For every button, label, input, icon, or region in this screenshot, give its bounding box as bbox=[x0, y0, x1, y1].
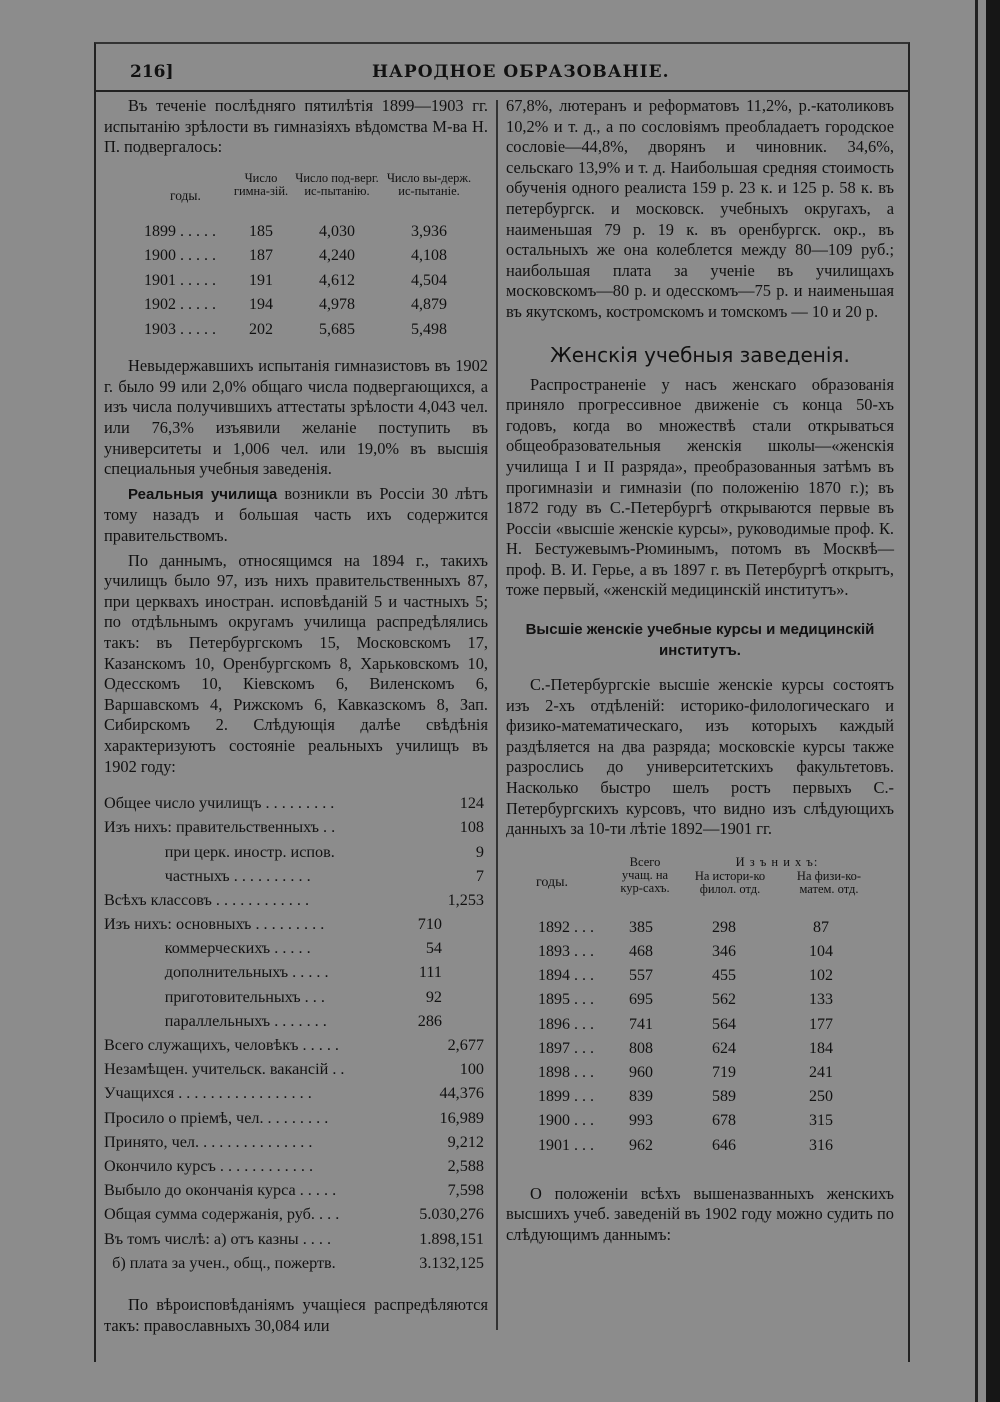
stats-row bbox=[104, 840, 488, 864]
table-row bbox=[506, 1134, 894, 1158]
subsection-title: Высшіе женскіе учебные курсы и медицинскій институтъ. bbox=[525, 621, 875, 660]
history-philology-cell: 298 bbox=[712, 918, 736, 936]
total-cell: 993 bbox=[629, 1112, 653, 1130]
stats-row bbox=[104, 1106, 488, 1130]
stats-row bbox=[104, 1057, 488, 1081]
real-schools-text: возникли въ Россіи 30 лѣтъ тому назадъ и большая часть ихъ содержится правительствомъ. bbox=[104, 483, 489, 546]
header-years: годы. bbox=[170, 187, 201, 203]
continuation-paragraph: 67,8%, лютеранъ и реформатовъ 11,2%, р.-католиковъ 10,2% и т. д., а по сословіямъ преобладаетъ городское сословіе—44,8%, дворянъ и чиновник. 34,6%, сельскаго 13,9% и т. д. Наибольшая средняя стоимость обученія одного реалиста 159 р. 23 к. и 125 р. 58 к. въ петербургск. и московск. учебныхъ округахъ, а наименьшая 79 р. 19 к. въ оренбургск. окр., въ остальныхъ же она колеблется между 80—109 руб.; наибольшая плата за ученіе въ училищахъ московскомъ—80 р. и одесскомъ—75 р. и наименьшая въ якутскомъ, костромскомъ и томскомъ — 10 и 20 р. bbox=[506, 96, 894, 321]
total-cell: 385 bbox=[629, 918, 653, 936]
year-cell: 1895 . . . bbox=[538, 991, 594, 1009]
gymnasium-exam-table bbox=[104, 172, 488, 343]
stats-label: Изъ нихъ: правительственныхъ . . bbox=[104, 818, 336, 837]
physics-math-cell: 133 bbox=[809, 991, 833, 1009]
stats-value: 5.030,276 bbox=[419, 1205, 484, 1224]
history-philology-cell: 719 bbox=[712, 1063, 736, 1081]
table-row bbox=[506, 940, 894, 964]
stats-value: 9,212 bbox=[447, 1132, 484, 1151]
table-body bbox=[104, 220, 488, 343]
intro-paragraph: Въ теченіе послѣдняго пятилѣтія 1899—1903 гг. испытанію зрѣлости въ гимназіяхъ вѣдомства М-ва Н. П. подвергалось: bbox=[104, 96, 488, 157]
physics-math-cell: 315 bbox=[809, 1112, 833, 1130]
table-header bbox=[104, 172, 488, 220]
stats-label: Незамѣщен. учительск. вакансій . . bbox=[104, 1060, 345, 1079]
stats-value: 2,677 bbox=[447, 1036, 484, 1055]
year-cell: 1899 . . . . . bbox=[144, 222, 216, 240]
stats-subvalue: 710 bbox=[417, 915, 442, 934]
stats-value: 108 bbox=[459, 818, 484, 837]
stats-row bbox=[104, 985, 488, 1009]
stats-value: 2,588 bbox=[447, 1156, 484, 1175]
stats-row bbox=[104, 815, 488, 839]
passed-cell: 5,498 bbox=[411, 320, 447, 338]
table-row bbox=[506, 1013, 894, 1037]
stats-row bbox=[104, 936, 488, 960]
passed-cell: 4,879 bbox=[411, 296, 447, 314]
examined-cell: 4,030 bbox=[319, 222, 355, 240]
stats-label: Учащихся . . . . . . . . . . . . . . . . . bbox=[104, 1084, 312, 1103]
right-column bbox=[506, 96, 894, 1245]
stats-row bbox=[104, 912, 488, 936]
stats-label: Просило о пріемѣ, чел. . . . . . . . . bbox=[104, 1108, 329, 1127]
table-row bbox=[506, 1037, 894, 1061]
header-years: годы. bbox=[536, 874, 569, 890]
stats-label: Принято, чел. . . . . . . . . . . . . . . bbox=[104, 1132, 313, 1151]
physics-math-cell: 250 bbox=[809, 1088, 833, 1106]
year-cell: 1901 . . . . . bbox=[144, 271, 216, 289]
stats-label: б) плата за учен., общ., пожертв. bbox=[104, 1253, 336, 1272]
stats-value: 1.898,151 bbox=[419, 1229, 484, 1248]
stats-label: при церк. иностр. испов. bbox=[104, 842, 335, 861]
physics-math-cell: 87 bbox=[813, 918, 829, 936]
column-divider bbox=[496, 100, 498, 1330]
physics-math-cell: 184 bbox=[809, 1039, 833, 1057]
stats-row bbox=[104, 1227, 488, 1251]
stats-row bbox=[104, 864, 488, 888]
women-education-paragraph: Распространеніе у насъ женскаго образованія приняло прогрессивное движеніе съ конца 50-хъ годовъ, когда во множествѣ стали открываться общеобразовательныя женскія школы—«женскія училища I и II разряда», преобразованныя затѣмъ въ прогимназіи и гимназіи (по положенію 1870 г.); въ 1872 году въ С.-Петербургѣ открываются первые въ Россіи «высшіе женскіе курсы», руководимые проф. К. Н. Бестужевымъ-Рюминымъ, потомъ въ Москвѣ—проф. В. И. Герье, а въ 1897 г. въ Петербургѣ открытъ, тоже первый, «женскій медицинскій институтъ». bbox=[506, 374, 894, 600]
header-rule bbox=[96, 90, 908, 92]
table-row bbox=[506, 988, 894, 1012]
examined-cell: 5,685 bbox=[319, 320, 355, 338]
stats-label: приготовительныхъ . . . bbox=[104, 987, 325, 1006]
stats-label: Выбыло до окончанія курса . . . . . bbox=[104, 1181, 337, 1200]
stats-label: дополнительныхъ . . . . . bbox=[104, 963, 329, 982]
history-philology-cell: 624 bbox=[712, 1039, 736, 1057]
total-cell: 808 bbox=[629, 1039, 653, 1057]
stats-subvalue: 54 bbox=[425, 939, 442, 958]
stats-row bbox=[104, 960, 488, 984]
stats-label: коммерческихъ . . . . . bbox=[104, 939, 311, 958]
examined-cell: 4,240 bbox=[319, 247, 355, 265]
physics-math-cell: 241 bbox=[809, 1063, 833, 1081]
stats-label: параллельныхъ . . . . . . . bbox=[104, 1011, 327, 1030]
schools-distribution-paragraph: По даннымъ, относящимся на 1894 г., такихъ училищъ было 97, изъ нихъ правительственныхъ 87, при церквахъ иностран. исповѣданій 5 и частныхъ 5; по отдѣльнымъ округамъ училища распредѣлялись такъ: въ Петербургскомъ 15, Московскомъ 17, Казанскомъ 10, Оренбургскомъ 8, Харьковскомъ 10, Одесскомъ 10, Кіевскомъ 6, Виленскомъ 6, Варшавскомъ 4, Рижскомъ 6, Кавказскомъ 8, Зап. Сибирскомъ 2. Слѣдующія далѣе свѣдѣнія характеризуютъ состояніе реальныхъ училищъ въ 1902 году: bbox=[104, 550, 488, 776]
table-row bbox=[506, 1109, 894, 1133]
header-gymnasia: Число гимна-зій. bbox=[233, 170, 289, 198]
stats-subvalue: 111 bbox=[418, 963, 442, 982]
total-cell: 839 bbox=[629, 1088, 653, 1106]
real-schools-stats bbox=[104, 791, 488, 1275]
year-cell: 1897 . . . bbox=[538, 1039, 594, 1057]
page-number: 216] bbox=[130, 62, 174, 82]
table-row bbox=[506, 1061, 894, 1085]
left-column bbox=[104, 96, 488, 1336]
stats-value: 9 bbox=[475, 842, 484, 861]
religion-paragraph: По вѣроисповѣданіямъ учащіеся распредѣляются такъ: православныхъ 30,084 или bbox=[104, 1294, 488, 1335]
total-cell: 741 bbox=[629, 1015, 653, 1033]
stats-row bbox=[104, 1033, 488, 1057]
courses-paragraph: С.-Петербургскіе высшіе женскіе курсы состоятъ изъ 2-хъ отдѣленій: историко-филологическаго и физико-математическаго, изъ которыхъ каждый раздѣляется на два разряда; московскіе курсы также разрослись до университетскихъ факультетовъ. Насколько быстро шелъ ростъ первыхъ С.-Петербургскихъ курсовъ, что видно изъ слѣдующихъ данныхъ за 10-ти лѣтіе 1892—1901 гг. bbox=[506, 675, 894, 839]
failed-exam-paragraph: Невыдержавшихъ испытанія гимназистовъ въ 1902 г. было 99 или 2,0% общаго числа подвергающихся, а изъ числа получившихъ аттестаты зрѣлости 4,043 чел. или 76,3% изъявили желаніе поступить въ университеты и 1,006 чел. или 19,0% въ высшія специальныя учебныя заведенія. bbox=[104, 356, 488, 479]
header-passed: Число вы-держ. ис-пытаніе. bbox=[386, 170, 472, 198]
stats-row bbox=[104, 791, 488, 815]
stats-row bbox=[104, 1178, 488, 1202]
section-title: Женскія учебныя заведенія. bbox=[550, 342, 850, 367]
physics-math-cell: 104 bbox=[809, 943, 833, 960]
total-cell: 962 bbox=[629, 1136, 653, 1154]
passed-cell: 3,936 bbox=[411, 222, 447, 240]
history-philology-cell: 455 bbox=[712, 967, 736, 985]
stats-label: частныхъ . . . . . . . . . . bbox=[104, 866, 311, 885]
header-of-them: И з ъ н и х ъ: bbox=[735, 854, 819, 869]
stats-subvalue: 286 bbox=[417, 1011, 442, 1030]
table-row bbox=[506, 1085, 894, 1109]
stats-value: 7,598 bbox=[447, 1181, 484, 1200]
physics-math-cell: 316 bbox=[809, 1136, 833, 1154]
history-philology-cell: 564 bbox=[712, 1015, 736, 1033]
year-cell: 1896 . . . bbox=[538, 1015, 594, 1033]
stats-value: 124 bbox=[459, 794, 484, 813]
year-cell: 1900 . . . . . bbox=[144, 247, 216, 265]
year-cell: 1893 . . . bbox=[538, 943, 594, 960]
gymnasia-cell: 185 bbox=[249, 222, 273, 240]
history-philology-cell: 589 bbox=[712, 1088, 736, 1106]
real-schools-term: Реальныя училища bbox=[128, 485, 278, 503]
stats-label: Общее число училищъ . . . . . . . . . bbox=[104, 794, 335, 813]
table-row bbox=[104, 220, 488, 245]
stats-label: Въ томъ числѣ: а) отъ казны . . . . bbox=[104, 1229, 332, 1248]
physics-math-cell: 177 bbox=[809, 1015, 833, 1033]
stats-label: Всѣхъ классовъ . . . . . . . . . . . . bbox=[104, 890, 309, 909]
stats-row bbox=[104, 1130, 488, 1154]
stats-value: 3.132,125 bbox=[419, 1253, 484, 1272]
year-cell: 1902 . . . . . bbox=[144, 296, 216, 314]
total-cell: 695 bbox=[629, 991, 653, 1009]
year-cell: 1898 . . . bbox=[538, 1063, 594, 1081]
table-row bbox=[104, 318, 488, 343]
history-philology-cell: 678 bbox=[712, 1112, 736, 1130]
gymnasia-cell: 194 bbox=[249, 296, 273, 314]
scan-edge-line bbox=[975, 0, 978, 1402]
running-title: НАРОДНОЕ ОБРАЗОВАНІЕ. bbox=[372, 62, 670, 82]
year-cell: 1894 . . . bbox=[538, 967, 594, 985]
table-body bbox=[506, 916, 894, 1158]
year-cell: 1901 . . . bbox=[538, 1136, 594, 1154]
gymnasia-cell: 191 bbox=[249, 271, 273, 289]
total-cell: 960 bbox=[629, 1063, 653, 1081]
table-header bbox=[506, 854, 894, 916]
stats-value: 16,989 bbox=[439, 1108, 484, 1127]
history-philology-cell: 346 bbox=[712, 943, 736, 960]
page-header bbox=[96, 58, 908, 88]
stats-subvalue: 92 bbox=[425, 987, 442, 1006]
table-row bbox=[104, 269, 488, 294]
stats-row bbox=[104, 1081, 488, 1105]
stats-value: 44,376 bbox=[439, 1084, 484, 1103]
header-total: Всего учащ. на кур-сахъ. bbox=[620, 854, 670, 895]
examined-cell: 4,612 bbox=[319, 271, 355, 289]
stats-row bbox=[104, 1009, 488, 1033]
stats-value: 1,253 bbox=[447, 890, 484, 909]
stats-label: Общая сумма содержанія, руб. . . . bbox=[104, 1205, 340, 1224]
passed-cell: 4,504 bbox=[411, 271, 447, 289]
stats-label: Изъ нихъ: основныхъ . . . . . . . . . bbox=[104, 915, 325, 934]
stats-row bbox=[104, 1154, 488, 1178]
stats-row bbox=[104, 1202, 488, 1226]
passed-cell: 4,108 bbox=[411, 247, 447, 265]
scan-edge-shadow bbox=[986, 0, 1000, 1402]
closing-paragraph: О положеніи всѣхъ вышеназванныхъ женскихъ высшихъ учеб. заведеній въ 1902 году можно судить по слѣдующимъ даннымъ: bbox=[506, 1183, 894, 1244]
year-cell: 1900 . . . bbox=[538, 1112, 594, 1130]
header-history-philology: На истори-ко филол. отд. bbox=[694, 868, 766, 896]
total-cell: 468 bbox=[629, 943, 653, 960]
table-row bbox=[506, 964, 894, 988]
history-philology-cell: 562 bbox=[712, 991, 736, 1009]
stats-label: Всего служащихъ, человѣкъ . . . . . bbox=[104, 1036, 339, 1055]
year-cell: 1892 . . . bbox=[538, 918, 594, 936]
stats-row bbox=[104, 888, 488, 912]
year-cell: 1903 . . . . . bbox=[144, 320, 216, 338]
stats-value: 7 bbox=[475, 866, 484, 885]
table-row bbox=[104, 244, 488, 269]
gymnasia-cell: 187 bbox=[249, 247, 273, 265]
header-physics-math: На физи-ко-матем. отд. bbox=[796, 868, 862, 896]
stats-row bbox=[104, 1251, 488, 1275]
table-row bbox=[506, 916, 894, 940]
year-cell: 1899 . . . bbox=[538, 1088, 594, 1106]
total-cell: 557 bbox=[629, 967, 653, 985]
examined-cell: 4,978 bbox=[319, 296, 355, 314]
table-row bbox=[104, 293, 488, 318]
stats-label: Окончило курсъ . . . . . . . . . . . . bbox=[104, 1156, 314, 1175]
history-philology-cell: 646 bbox=[712, 1136, 736, 1154]
courses-enrollment-table bbox=[506, 854, 894, 1158]
real-schools-paragraph bbox=[104, 484, 488, 547]
gymnasia-cell: 202 bbox=[249, 320, 273, 338]
stats-value: 100 bbox=[459, 1060, 484, 1079]
physics-math-cell: 102 bbox=[809, 967, 833, 985]
header-examined: Число под-верг. ис-пытанію. bbox=[295, 170, 379, 198]
